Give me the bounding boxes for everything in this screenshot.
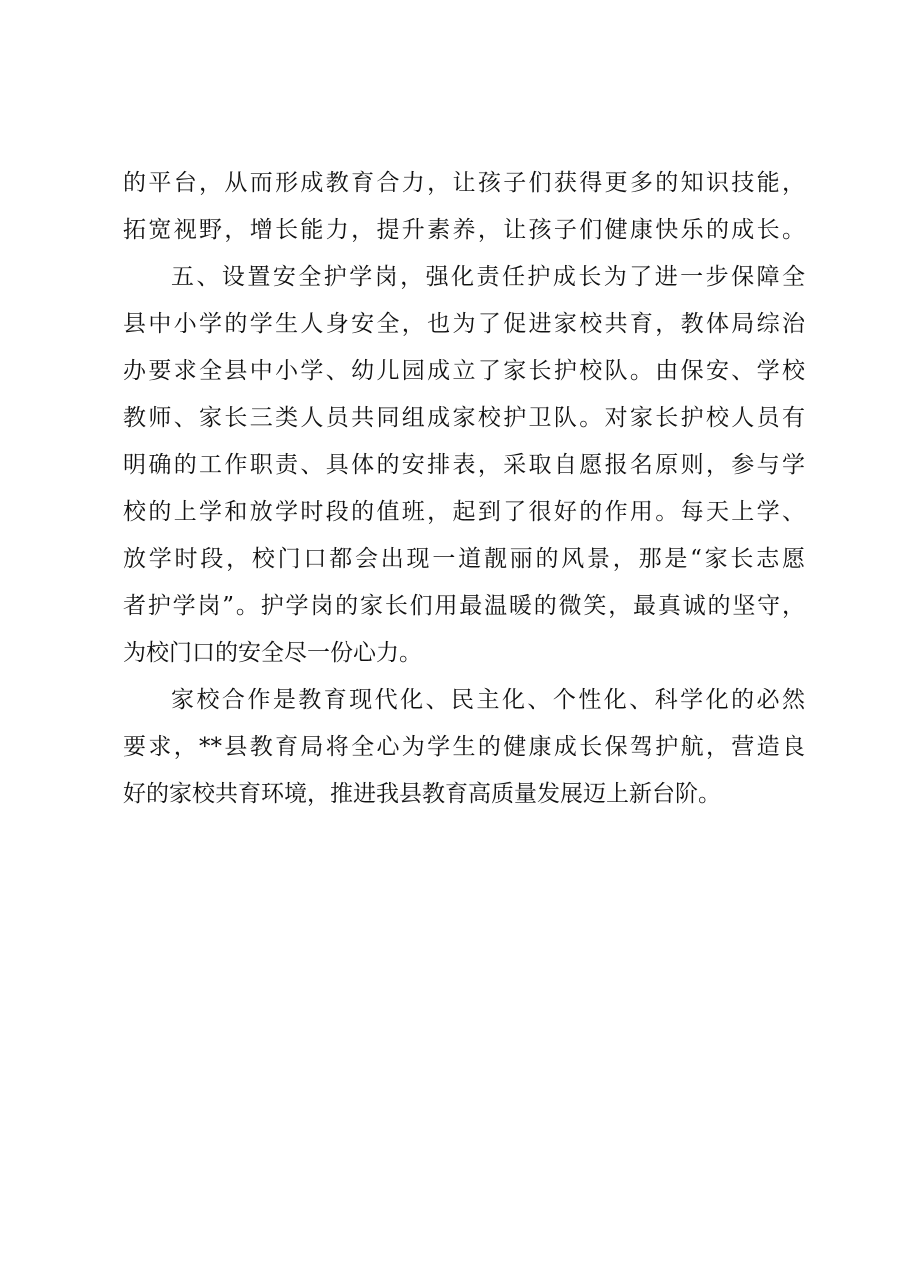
text-line: 拓宽视野，增长能力，提升素养，让孩子们健康快乐的成长。 [123, 217, 805, 243]
text-line: 校的上学和放学时段的值班，起到了很好的作用。每天上学、 [123, 499, 805, 525]
document-body [123, 160, 805, 818]
text-line: 五、设置安全护学岗，强化责任护成长为了进一步保障全 [171, 264, 805, 290]
paragraph-section-five [123, 254, 805, 677]
text-line: 家校合作是教育现代化、民主化、个性化、科学化的必然 [171, 687, 805, 713]
text-line: 要求，**县教育局将全心为学生的健康成长保驾护航，营造良 [123, 734, 805, 760]
text-line: 者护学岗”。护学岗的家长们用最温暖的微笑，最真诚的坚守， [123, 593, 805, 619]
paragraph-conclusion [123, 677, 805, 818]
text-line: 放学时段，校门口都会出现一道靓丽的风景，那是“家长志愿 [123, 546, 805, 572]
text-line: 办要求全县中小学、幼儿园成立了家长护校队。由保安、学校 [123, 358, 805, 384]
text-line: 县中小学的学生人身安全，也为了促进家校共育，教体局综治 [123, 311, 805, 337]
text-line: 好的家校共育环境，推进我县教育高质量发展迈上新台阶。 [123, 781, 721, 807]
text-line: 为校门口的安全尽一份心力。 [123, 640, 422, 666]
text-line: 教师、家长三类人员共同组成家校护卫队。对家长护校人员有 [123, 405, 805, 431]
text-line: 明确的工作职责、具体的安排表，采取自愿报名原则，参与学 [123, 452, 805, 478]
paragraph-continuation [123, 160, 805, 254]
text-line: 的平台，从而形成教育合力，让孩子们获得更多的知识技能， [123, 170, 805, 196]
